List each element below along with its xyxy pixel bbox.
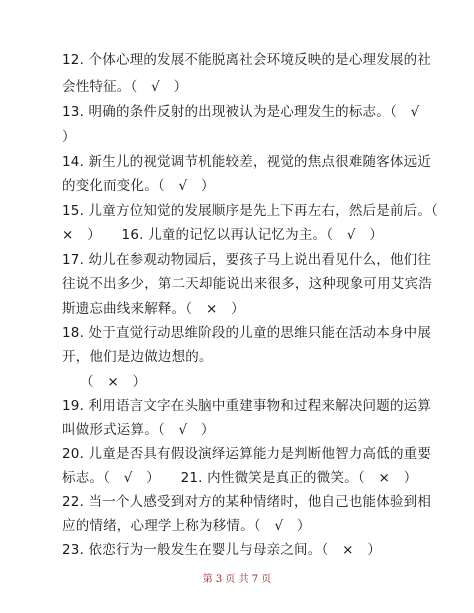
text-line: 叫做形式运算。（ √ ） (62, 422, 215, 438)
text-line: 15. 儿童方位知觉的发展顺序是先上下再左右，然后是前后。（ (62, 203, 439, 219)
text-line: 的变化而变化。（ √ ） (62, 178, 215, 194)
text-line: 开，他们是边做边想的。 (62, 349, 213, 365)
page-number-footer: 第 3 页 共 7 页 (202, 574, 272, 585)
text-line: （ × ） (80, 374, 147, 390)
text-line: 22. 当一个人感受到对方的某种情绪时，他自己也能体验到相 (62, 494, 432, 510)
text-line: 会性特征。（ √ ） (62, 79, 188, 95)
text-line: 13. 明确的条件反射的出现被认为是心理发生的标志。（ √ (62, 104, 420, 120)
text-line: 应的情绪，心理学上称为移情。（ √ ） (62, 518, 311, 534)
text-line: 12. 个体心理的发展不能脱离社会环境反映的是心理发展的社 (62, 52, 432, 68)
text-line: 17. 幼儿在参观动物园后，要孩子马上说出看见什么，他们往 (62, 252, 432, 268)
text-line: 14. 新生儿的视觉调节机能较差，视觉的焦点很难随客体远近 (62, 154, 432, 170)
text-line: ） (62, 129, 76, 145)
text-line: × ） 16. 儿童的记忆以再认记忆为主。（ √ ） (62, 227, 384, 243)
text-line: 标志。（ √ ） 21. 内性微笑是真正的微笑。（ × ） (62, 470, 418, 486)
text-line: 斯遗忘曲线来解释。（ × ） (62, 301, 245, 317)
text-line: 20. 儿童是否具有假设演绎运算能力是判断他智力高低的重要 (62, 446, 432, 462)
text-line: 19. 利用语言文字在头脑中重建事物和过程来解决问题的运算 (62, 398, 432, 414)
text-line: 18. 处于直觉行动思维阶段的儿童的思维只能在活动本身中展 (62, 325, 432, 341)
text-line: 23. 依恋行为一般发生在婴儿与母亲之间。（ × ） (62, 542, 382, 558)
text-line: 往说不出多少，第二天却能说出来很多，这种现象可用艾宾浩 (62, 276, 432, 292)
